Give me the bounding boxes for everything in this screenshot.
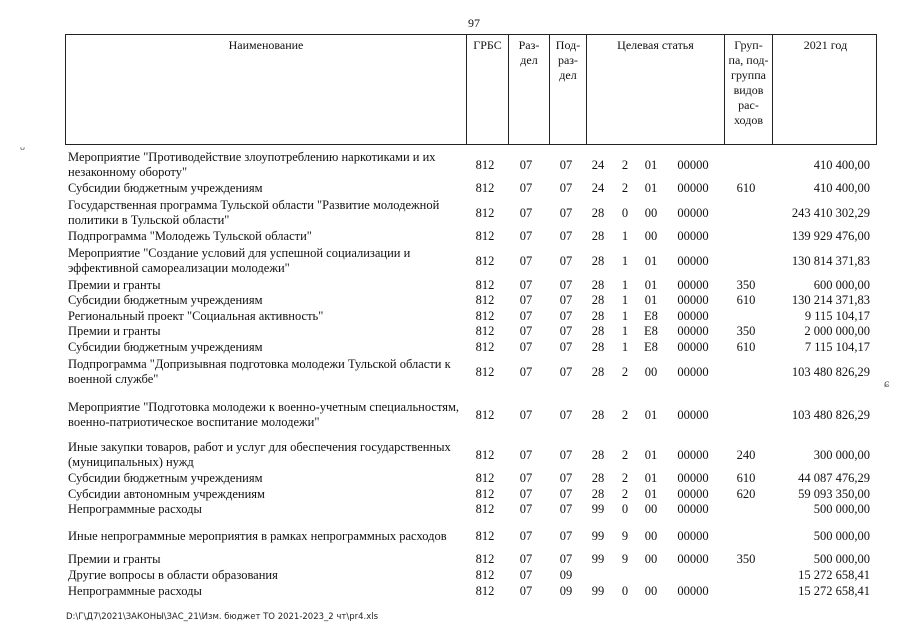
cell-cs1: 28 xyxy=(591,205,605,220)
cell-podr: 07 xyxy=(559,157,573,172)
cell-cs2: 9 xyxy=(621,551,629,566)
cell-name: Премии и гранты xyxy=(68,277,161,292)
cell-cs2: 1 xyxy=(621,253,629,268)
header-grbs: ГРБС xyxy=(466,35,508,144)
cell-vr xyxy=(723,228,769,244)
table-row xyxy=(65,323,877,339)
cell-grbs: 812 xyxy=(475,470,495,485)
table-header xyxy=(65,34,877,145)
cell-name: Субсидии бюджетным учреждениям xyxy=(68,339,263,354)
cell-cs4: 00000 xyxy=(677,486,709,501)
cell-cs3: 01 xyxy=(644,180,658,195)
cell-sum: 7 115 104,17 xyxy=(804,339,870,354)
cell-name: Субсидии бюджетным учреждениям xyxy=(68,180,263,195)
cell-name: Мероприятие "Создание условий для успешной социализации и эффективной самореализации молодежи" xyxy=(68,246,411,275)
table-row xyxy=(65,486,877,502)
cell-podr: 07 xyxy=(559,253,573,268)
cell-name: Непрограммные расходы xyxy=(68,501,202,516)
file-path-footer: D:\Г\Д7\2021\ЗАКОНЫ\ЗАС_21\Изм. бюджет ТО 2021-2023_2 чт\pr4.xls xyxy=(66,612,379,622)
cell-podr: 07 xyxy=(559,551,573,566)
cell-vr: 240 xyxy=(736,447,756,462)
cell-cs4: 00000 xyxy=(677,157,709,172)
cell-cs4: 00000 xyxy=(677,180,709,195)
cell-cs4: 00000 xyxy=(677,205,709,220)
cell-razd: 07 xyxy=(519,470,533,485)
table-row xyxy=(65,583,877,599)
cell-vr: 350 xyxy=(736,551,756,566)
cell-podr: 07 xyxy=(559,292,573,307)
cell-vr xyxy=(723,583,769,599)
cell-cs4: 00000 xyxy=(677,277,709,292)
cell-cs3: E8 xyxy=(644,339,658,354)
cell-cs3: 01 xyxy=(644,253,658,268)
table-row xyxy=(65,551,877,567)
margin-mark: ᴗ xyxy=(20,142,25,153)
cell-vr xyxy=(723,392,769,438)
table-row xyxy=(65,567,877,583)
cell-cs2: 9 xyxy=(621,528,629,543)
cell-name: Подпрограмма "Допризывная подготовка молодежи Тульской области к военной службе" xyxy=(68,357,451,386)
cell-vr xyxy=(723,308,769,324)
cell-cs4: 00000 xyxy=(677,447,709,462)
cell-grbs: 812 xyxy=(475,253,495,268)
cell-cs1: 24 xyxy=(591,157,605,172)
cell-cs1: 28 xyxy=(591,447,605,462)
cell-cs2 xyxy=(614,567,636,583)
cell-podr: 07 xyxy=(559,528,573,543)
cell-razd: 07 xyxy=(519,292,533,307)
cell-grbs: 812 xyxy=(475,228,495,243)
cell-cs2: 2 xyxy=(621,447,629,462)
cell-sum: 130 814 371,83 xyxy=(791,253,870,268)
cell-grbs: 812 xyxy=(475,308,495,323)
cell-cs2: 1 xyxy=(621,277,629,292)
cell-cs1: 99 xyxy=(591,583,605,598)
table-row xyxy=(65,148,877,182)
cell-cs4: 00000 xyxy=(677,470,709,485)
cell-razd: 07 xyxy=(519,323,533,338)
cell-cs2: 2 xyxy=(621,364,629,379)
cell-cs3: 01 xyxy=(644,447,658,462)
cell-cs3: 00 xyxy=(644,228,658,243)
cell-cs3: 01 xyxy=(644,407,658,422)
cell-razd: 07 xyxy=(519,551,533,566)
cell-name: Мероприятие "Подготовка молодежи к военно-учетным специальностям, военно-патриотическое воспитание молодежи" xyxy=(68,400,460,429)
cell-grbs: 812 xyxy=(475,323,495,338)
cell-cs1 xyxy=(587,567,609,583)
cell-name: Непрограммные расходы xyxy=(68,583,202,598)
cell-cs1: 28 xyxy=(591,308,605,323)
cell-grbs: 812 xyxy=(475,364,495,379)
table-row xyxy=(65,277,877,293)
cell-sum: 500 000,00 xyxy=(813,551,870,566)
cell-vr xyxy=(723,501,769,517)
cell-sum: 600 000,00 xyxy=(813,277,870,292)
cell-cs1: 28 xyxy=(591,277,605,292)
table-row xyxy=(65,180,877,196)
table-row xyxy=(65,355,877,389)
cell-cs2: 0 xyxy=(621,583,629,598)
table-row xyxy=(65,244,877,278)
cell-cs1: 28 xyxy=(591,253,605,268)
table-row xyxy=(65,521,877,551)
cell-razd: 07 xyxy=(519,308,533,323)
cell-sum: 410 400,00 xyxy=(813,157,870,172)
cell-grbs: 812 xyxy=(475,567,495,582)
cell-razd: 07 xyxy=(519,364,533,379)
cell-podr: 07 xyxy=(559,501,573,516)
cell-name: Субсидии автономным учреждениям xyxy=(68,486,265,501)
cell-sum: 300 000,00 xyxy=(813,447,870,462)
cell-podr: 07 xyxy=(559,447,573,462)
cell-sum: 500 000,00 xyxy=(813,501,870,516)
cell-cs4: 00000 xyxy=(677,253,709,268)
cell-razd: 07 xyxy=(519,157,533,172)
cell-grbs: 812 xyxy=(475,339,495,354)
cell-cs2: 0 xyxy=(621,205,629,220)
cell-cs3: 01 xyxy=(644,277,658,292)
table-row xyxy=(65,470,877,486)
cell-vr: 610 xyxy=(736,292,756,307)
cell-name: Другие вопросы в области образования xyxy=(68,567,278,582)
cell-razd: 07 xyxy=(519,528,533,543)
cell-cs1: 99 xyxy=(591,501,605,516)
header-razdel: Раз- дел xyxy=(508,35,549,144)
cell-vr: 620 xyxy=(736,486,756,501)
cell-cs3 xyxy=(636,567,666,583)
cell-name: Иные закупки товаров, работ и услуг для обеспечения государственных (муниципальных) нужд xyxy=(68,440,451,469)
cell-vr: 610 xyxy=(736,470,756,485)
cell-cs1: 28 xyxy=(591,292,605,307)
cell-cs3: 00 xyxy=(644,501,658,516)
cell-vr xyxy=(723,148,769,182)
cell-sum: 2 000 000,00 xyxy=(804,323,870,338)
cell-cs1: 99 xyxy=(591,528,605,543)
cell-sum: 44 087 476,29 xyxy=(798,470,870,485)
cell-cs4: 00000 xyxy=(677,308,709,323)
page-number: 97 xyxy=(468,16,480,30)
table-row xyxy=(65,308,877,324)
cell-cs4: 00000 xyxy=(677,407,709,422)
cell-cs4: 00000 xyxy=(677,501,709,516)
cell-podr: 07 xyxy=(559,323,573,338)
cell-cs2: 1 xyxy=(621,308,629,323)
cell-name: Иные непрограммные мероприятия в рамках непрограммных расходов xyxy=(68,528,447,543)
cell-cs3: 01 xyxy=(644,470,658,485)
cell-grbs: 812 xyxy=(475,486,495,501)
cell-cs3: 01 xyxy=(644,292,658,307)
cell-cs3: E8 xyxy=(644,323,658,338)
cell-cs3: 01 xyxy=(644,157,658,172)
cell-cs1: 28 xyxy=(591,323,605,338)
cell-cs2: 1 xyxy=(621,339,629,354)
cell-podr: 07 xyxy=(559,205,573,220)
cell-vr xyxy=(723,244,769,278)
cell-cs4: 00000 xyxy=(677,364,709,379)
table-row xyxy=(65,228,877,244)
cell-grbs: 812 xyxy=(475,180,495,195)
cell-sum: 139 929 476,00 xyxy=(791,228,870,243)
cell-razd: 07 xyxy=(519,447,533,462)
cell-razd: 07 xyxy=(519,180,533,195)
header-podrazdel: Под- раз- дел xyxy=(549,35,586,144)
cell-name: Субсидии бюджетным учреждениям xyxy=(68,470,263,485)
cell-name: Премии и гранты xyxy=(68,551,161,566)
cell-sum: 103 480 826,29 xyxy=(791,407,870,422)
cell-vr xyxy=(723,567,769,583)
cell-grbs: 812 xyxy=(475,447,495,462)
table-row xyxy=(65,392,877,438)
cell-cs2: 2 xyxy=(621,470,629,485)
cell-podr: 09 xyxy=(559,567,573,582)
cell-sum: 15 272 658,41 xyxy=(798,583,870,598)
cell-vr xyxy=(723,521,769,551)
table-row xyxy=(65,196,877,230)
cell-grbs: 812 xyxy=(475,292,495,307)
header-year: 2021 год xyxy=(772,35,878,144)
cell-grbs: 812 xyxy=(475,583,495,598)
cell-cs3: 00 xyxy=(644,528,658,543)
cell-name: Подпрограмма "Молодежь Тульской области" xyxy=(68,228,312,243)
cell-vr: 610 xyxy=(736,180,756,195)
cell-grbs: 812 xyxy=(475,277,495,292)
cell-cs4: 00000 xyxy=(677,323,709,338)
cell-cs4 xyxy=(667,567,719,583)
cell-grbs: 812 xyxy=(475,407,495,422)
cell-cs3: 00 xyxy=(644,551,658,566)
cell-cs3: 00 xyxy=(644,364,658,379)
cell-cs2: 2 xyxy=(621,157,629,172)
table-row xyxy=(65,438,877,472)
cell-cs4: 00000 xyxy=(677,292,709,307)
cell-vr: 350 xyxy=(736,277,756,292)
cell-cs3: 00 xyxy=(644,205,658,220)
table-row xyxy=(65,339,877,355)
cell-razd: 07 xyxy=(519,253,533,268)
cell-razd: 07 xyxy=(519,205,533,220)
cell-cs4: 00000 xyxy=(677,228,709,243)
cell-cs2: 2 xyxy=(621,407,629,422)
cell-cs1: 28 xyxy=(591,339,605,354)
cell-podr: 09 xyxy=(559,583,573,598)
cell-cs4: 00000 xyxy=(677,583,709,598)
cell-sum: 15 272 658,41 xyxy=(798,567,870,582)
cell-podr: 07 xyxy=(559,407,573,422)
cell-cs2: 1 xyxy=(621,228,629,243)
header-gruppa-vidov: Груп- па, под- группа видов рас- ходов xyxy=(724,35,772,144)
cell-sum: 9 115 104,17 xyxy=(804,308,870,323)
cell-razd: 07 xyxy=(519,277,533,292)
cell-cs4: 00000 xyxy=(677,339,709,354)
cell-sum: 130 214 371,83 xyxy=(791,292,870,307)
cell-razd: 07 xyxy=(519,407,533,422)
cell-razd: 07 xyxy=(519,339,533,354)
cell-cs3: 01 xyxy=(644,486,658,501)
cell-cs2: 1 xyxy=(621,323,629,338)
cell-podr: 07 xyxy=(559,339,573,354)
header-name: Наименование xyxy=(228,38,304,52)
cell-cs1: 28 xyxy=(591,486,605,501)
cell-vr xyxy=(723,196,769,230)
cell-podr: 07 xyxy=(559,486,573,501)
cell-grbs: 812 xyxy=(475,205,495,220)
cell-cs1: 28 xyxy=(591,407,605,422)
cell-podr: 07 xyxy=(559,228,573,243)
cell-cs1: 28 xyxy=(591,470,605,485)
cell-sum: 243 410 302,29 xyxy=(791,205,870,220)
cell-cs3: 00 xyxy=(644,583,658,598)
cell-cs4: 00000 xyxy=(677,551,709,566)
cell-vr: 350 xyxy=(736,323,756,338)
header-celevaya-statya: Целевая статья xyxy=(586,35,724,144)
cell-cs1: 28 xyxy=(591,364,605,379)
cell-cs1: 28 xyxy=(591,228,605,243)
cell-grbs: 812 xyxy=(475,501,495,516)
cell-podr: 07 xyxy=(559,308,573,323)
cell-cs1: 24 xyxy=(591,180,605,195)
cell-podr: 07 xyxy=(559,277,573,292)
cell-razd: 07 xyxy=(519,486,533,501)
cell-cs2: 2 xyxy=(621,486,629,501)
cell-name: Субсидии бюджетным учреждениям xyxy=(68,292,263,307)
cell-vr xyxy=(723,355,769,389)
cell-podr: 07 xyxy=(559,180,573,195)
cell-razd: 07 xyxy=(519,567,533,582)
cell-vr: 610 xyxy=(736,339,756,354)
cell-podr: 07 xyxy=(559,364,573,379)
cell-name: Государственная программа Тульской области "Развитие молодежной политики в Тульской области" xyxy=(68,198,440,227)
cell-razd: 07 xyxy=(519,228,533,243)
cell-cs3: E8 xyxy=(644,308,658,323)
cell-razd: 07 xyxy=(519,501,533,516)
cell-name: Премии и гранты xyxy=(68,323,161,338)
cell-cs1: 99 xyxy=(591,551,605,566)
cell-sum: 500 000,00 xyxy=(813,528,870,543)
cell-sum: 103 480 826,29 xyxy=(791,364,870,379)
cell-cs4: 00000 xyxy=(677,528,709,543)
cell-cs2: 1 xyxy=(621,292,629,307)
table-row xyxy=(65,501,877,517)
cell-sum: 410 400,00 xyxy=(813,180,870,195)
cell-grbs: 812 xyxy=(475,528,495,543)
cell-cs2: 2 xyxy=(621,180,629,195)
cell-podr: 07 xyxy=(559,470,573,485)
cell-name: Региональный проект "Социальная активность" xyxy=(68,308,324,323)
cell-razd: 07 xyxy=(519,583,533,598)
margin-mark: ɕ xyxy=(884,376,890,390)
cell-grbs: 812 xyxy=(475,551,495,566)
cell-cs2: 0 xyxy=(621,501,629,516)
cell-sum: 59 093 350,00 xyxy=(798,486,870,501)
cell-name: Мероприятие "Противодействие злоупотреблению наркотиками и их незаконному обороту" xyxy=(68,150,436,179)
cell-grbs: 812 xyxy=(475,157,495,172)
table-row xyxy=(65,292,877,308)
